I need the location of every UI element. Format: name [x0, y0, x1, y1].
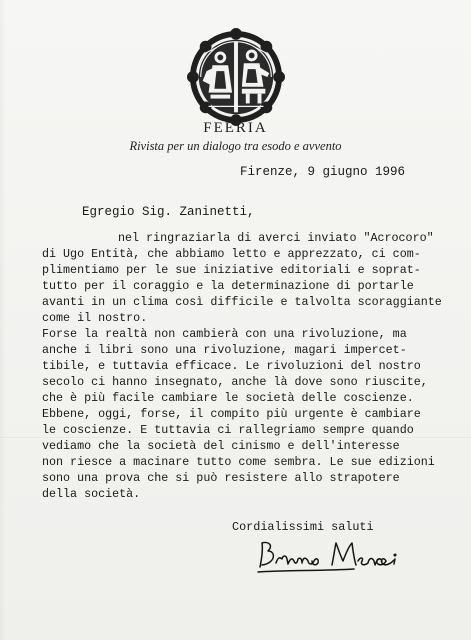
letter-line: anche i libri sono una rivoluzione, magari impercet- [42, 343, 407, 357]
letter-line: tibile, e tuttavia efficace. Le rivoluzioni del nostro [42, 359, 421, 373]
letter-line: non riesce a macinare tutto come sembra. Le sue edizioni [42, 455, 435, 469]
letter-line: sono una prova che si può resistere allo strapotere [42, 471, 400, 485]
magazine-title: FEERIA [203, 120, 268, 136]
magazine-subtitle: Rivista per un dialogo tra esodo e avvento [129, 139, 342, 153]
letter-line: secolo ci hanno insegnato, anche là dove sono riuscite, [42, 375, 428, 389]
letter-line: nel ringraziarla di averci inviato "Acrocoro" [118, 231, 434, 245]
letter-date: Firenze, 9 giugno 1996 [240, 165, 406, 179]
stained-glass-medallion-icon [187, 28, 285, 126]
letter-line: plimentiamo per le sue iniziative editoriali e soprat- [42, 263, 421, 277]
letter-line: di Ugo Entità, che abbiamo letto e apprezzato, ci com- [42, 247, 421, 261]
letter-line: avanti in un clima così difficile e talvolta scoraggiante [42, 295, 442, 309]
letter-closing: Cordialissimi saluti [232, 520, 374, 534]
letter-line: le coscienze. E tuttavia ci rallegriamo sempre quando [42, 423, 414, 437]
handwritten-signature [254, 537, 424, 577]
letter-line: come il nostro. [42, 311, 148, 325]
letter-line: tutto per il coraggio e la determinazione di portarle [42, 279, 414, 293]
letter-line: Ebbene, oggi, forse, il compito più urgente è cambiare [42, 407, 421, 421]
letter-salutation: Egregio Sig. Zaninetti, [82, 205, 255, 219]
letter-line: vediamo che la società del cinismo e dell'interesse [42, 439, 400, 453]
letter-line: della società. [42, 487, 141, 501]
letter-line: che è più facile cambiare le società delle coscienze. [42, 391, 414, 405]
letter-line: Forse la realtà non cambierà con una rivoluzione, ma [42, 327, 407, 341]
